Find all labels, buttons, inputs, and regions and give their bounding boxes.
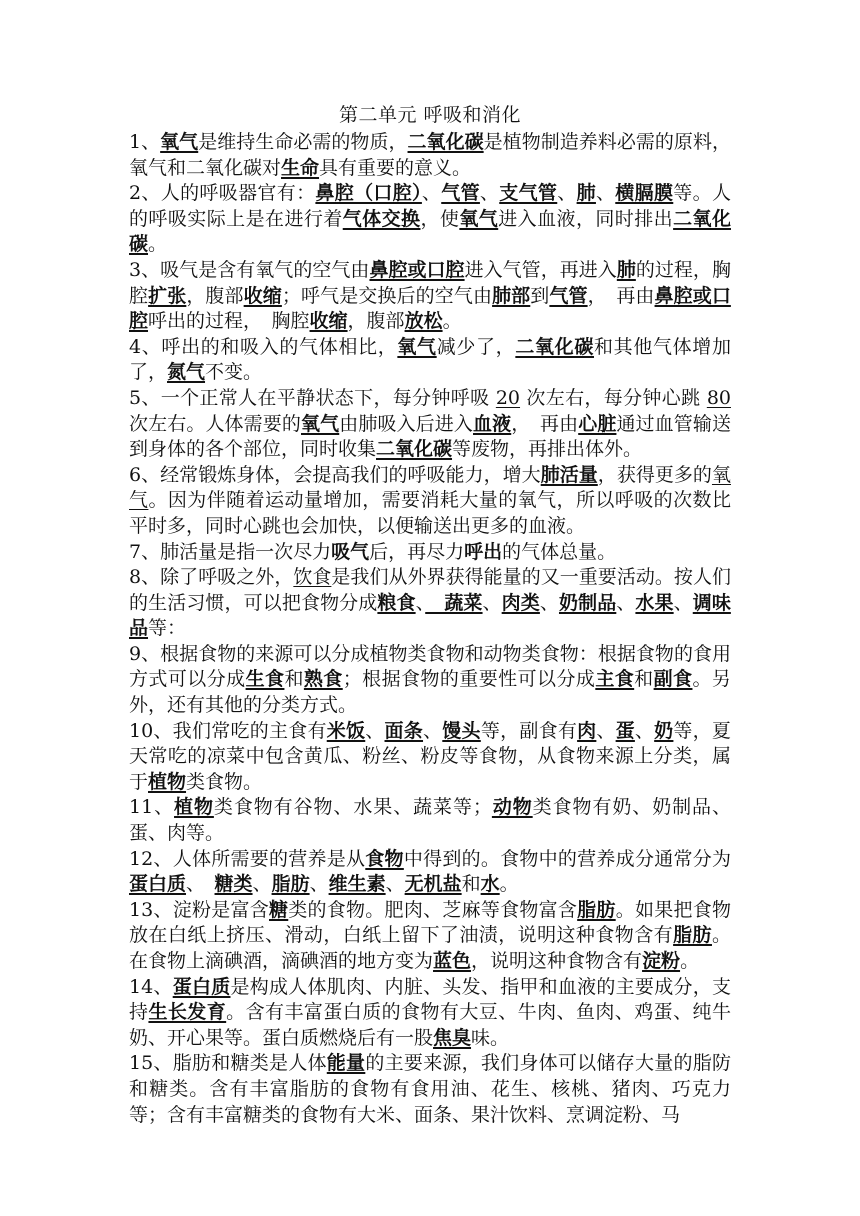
- text-run: 12、人体所需要的营养是从: [129, 847, 366, 870]
- text-run: 、: [479, 182, 500, 205]
- keyword: 奶制品: [558, 591, 617, 614]
- text-run: 、: [309, 873, 329, 896]
- keyword: 气体交换: [342, 207, 421, 230]
- keyword: 淀粉: [642, 950, 681, 972]
- keyword: 氮气: [167, 361, 206, 384]
- keyword: 生食: [245, 668, 285, 691]
- text-run: 5、一个正常人在平静状态下，每分钟呼吸: [129, 386, 496, 409]
- keyword: 副食: [653, 668, 693, 691]
- text-run: 不变。: [205, 361, 263, 384]
- keyword: 馒头: [442, 719, 481, 742]
- paragraph-2: [129, 181, 731, 258]
- text-run: 味。: [471, 1026, 510, 1049]
- keyword: 蛋白质: [129, 873, 187, 896]
- text-run: ；呼气是交换后的空气由: [281, 284, 493, 307]
- paragraph-12: [129, 847, 731, 898]
- text-run: 、: [539, 591, 559, 614]
- paragraph-9: [129, 642, 731, 719]
- text-run: 和: [634, 668, 654, 691]
- text-run: 6、经常锻炼身体，会提高我们的呼吸能力，增大: [129, 463, 541, 486]
- text-run: 、: [595, 182, 616, 205]
- keyword: 二氧化碳: [515, 335, 594, 358]
- keyword: 气管: [549, 284, 588, 307]
- text-run: 等：: [148, 617, 187, 640]
- keyword: 蓝色: [433, 950, 472, 972]
- text-run: 。: [680, 950, 700, 972]
- text-run: 到: [530, 284, 550, 307]
- text-run: 、: [415, 591, 426, 614]
- text-run: ，腹部: [347, 310, 405, 333]
- text-run: 、: [557, 182, 577, 205]
- text-run: 是植物制造养料必需的原料，氧气和二氧化碳对: [129, 131, 731, 179]
- keyword: 氧气: [129, 463, 731, 512]
- text-run: 是维持生命必需的物质，: [198, 131, 408, 153]
- keyword: 肉类: [501, 591, 540, 614]
- text-run: 。: [148, 233, 168, 256]
- document-page: [129, 100, 731, 1128]
- text-run: 具有重要的意义。: [319, 156, 472, 179]
- text-run: 中得到的。食物中的营养成分通常分为: [403, 847, 731, 870]
- text-run: 由肺吸入后进入: [339, 412, 474, 435]
- keyword: 氧气: [301, 412, 340, 435]
- text-run: 和其他气体增加了，: [129, 335, 731, 384]
- paragraph-3: [129, 258, 731, 335]
- keyword: 维生素: [328, 873, 386, 896]
- keyword: 肺部: [492, 284, 531, 307]
- text-run: 进入气管，再进入: [464, 258, 617, 281]
- keyword: 动物: [491, 796, 533, 819]
- keyword: 水果: [635, 591, 674, 614]
- text-run: 1、: [129, 131, 161, 153]
- text-run: ， 再由: [511, 412, 579, 435]
- keyword: 能量: [326, 1052, 366, 1075]
- paragraph-7: [129, 540, 731, 566]
- text-run: 7、肺活量是指一次尽力: [129, 540, 332, 563]
- keyword: 吸气: [331, 540, 370, 563]
- paragraph-11: [129, 795, 731, 846]
- text-run: 和: [461, 873, 481, 896]
- keyword: 鼻腔或口腔: [129, 284, 731, 333]
- text-run: 呼出的过程， 胸腔: [148, 310, 310, 333]
- paragraph-10: [129, 719, 731, 796]
- keyword: 肉: [577, 719, 597, 742]
- keyword: 食物: [365, 847, 404, 870]
- keyword: 主食: [595, 668, 635, 691]
- text-run: 、: [673, 591, 693, 614]
- keyword: 脂肪: [673, 924, 712, 947]
- keyword: 扩张: [148, 284, 187, 307]
- keyword: 生命: [281, 156, 320, 179]
- text-run: 、: [421, 182, 442, 205]
- keyword: 二氧化碳: [407, 131, 484, 153]
- text-run: 。: [442, 310, 462, 333]
- page-title: 第二单元 呼吸和消化: [338, 104, 522, 126]
- keyword: 生长发育: [148, 1001, 227, 1024]
- text-run: 、: [616, 591, 636, 614]
- document-body: [129, 130, 731, 1128]
- keyword: 面条: [384, 719, 424, 742]
- keyword: 调味品: [129, 591, 731, 640]
- keyword: 肺: [576, 182, 596, 205]
- keyword: 收缩: [309, 310, 348, 333]
- text-run: 类食物有奶、奶制品、蛋、肉等。: [129, 796, 731, 845]
- keyword: 奶: [654, 719, 674, 742]
- text-run: 的过程，胸腔: [129, 258, 731, 307]
- paragraph-6: [129, 463, 731, 540]
- text-run: ，使: [420, 207, 460, 230]
- keyword: 脂肪: [577, 898, 616, 921]
- text-run: 3、吸气是含有氧气的空气由: [129, 258, 370, 281]
- paragraph-8: [129, 565, 731, 642]
- text-run: 、: [186, 873, 215, 896]
- text-run: 等，副食有: [480, 719, 578, 742]
- text-run: 15、脂肪和糖类是人体: [129, 1052, 327, 1075]
- keyword: 鼻腔（口腔）: [315, 182, 422, 205]
- text-run: ，获得更多的: [597, 463, 712, 486]
- text-run: 。另外，还有其他的分类方式。: [129, 668, 731, 717]
- text-run: 。如果把食物放在白纸上挤压、滑动，白纸上留下了油渍，说明这种食物含有: [129, 898, 731, 947]
- text-run: 等废物，再排出体外。: [452, 438, 643, 461]
- text-run: 14、: [129, 975, 173, 998]
- keyword: 气管: [441, 182, 480, 205]
- keyword: 无机盐: [404, 873, 462, 896]
- text-run: 4、呼出的和吸入的气体相比，: [129, 335, 398, 358]
- text-run: ， 再由: [587, 284, 655, 307]
- text-run: 通过血管输送到身体的各个部位，同时收集: [129, 412, 731, 461]
- text-run: 、: [596, 719, 616, 742]
- keyword: 呼出: [464, 540, 503, 563]
- keyword: 氧气: [459, 207, 499, 230]
- text-run: 。在食物上滴碘酒，滴碘酒的地方变为: [129, 924, 731, 972]
- paragraph-1: [129, 130, 731, 181]
- keyword: 脂肪: [271, 873, 310, 896]
- paragraph-5: [129, 386, 731, 463]
- keyword: 收缩: [243, 284, 282, 307]
- keyword: 植物: [148, 770, 187, 793]
- text-run: 、: [634, 719, 655, 742]
- paragraph-13: [129, 898, 731, 975]
- text-run: 等，夏天常吃的凉菜中包含黄瓜、粉丝、粉皮等食物，从食物来源上分类，属于: [129, 719, 731, 793]
- keyword: 饮食: [293, 566, 332, 589]
- keyword: 二氧化碳: [376, 438, 453, 461]
- keyword: 鼻腔或口腔: [369, 258, 465, 281]
- keyword: 焦臭: [433, 1026, 472, 1049]
- text-run: ，腹部: [186, 284, 244, 307]
- keyword: 血液: [473, 412, 512, 435]
- text-run: 、: [385, 873, 405, 896]
- paragraph-4: [129, 335, 731, 386]
- text-run: 是构成人体肌肉、内脏、头发、指甲和血液的主要成分，支持: [129, 975, 731, 1024]
- text-run: 、: [482, 591, 502, 614]
- text-run: 、: [365, 719, 385, 742]
- paragraph-15: [129, 1051, 731, 1128]
- text-run: 11、: [129, 796, 175, 819]
- text-run: 、: [423, 719, 443, 742]
- keyword: 二氧化碳: [129, 207, 731, 256]
- keyword: 蔬菜: [425, 591, 483, 614]
- text-run: 9、根据食物的来源可以分成植物类食物和动物类食物：根据食物的食用方式可以分成: [129, 642, 731, 691]
- text-run: ；根据食物的重要性可以分成: [342, 668, 596, 691]
- keyword: 蛋白质: [172, 975, 231, 998]
- text-run: 等。人的呼吸实际上是在进行着: [129, 182, 731, 230]
- keyword: 水: [480, 873, 500, 896]
- text-run: 次左右。人体需要的: [129, 412, 301, 435]
- text-run: 13、淀粉是富含: [129, 898, 269, 921]
- keyword: 支气管: [499, 182, 558, 205]
- keyword: 横膈膜: [615, 182, 674, 205]
- text-run: 是我们从外界获得能量的又一重要活动。按人们的生活习惯，可以把食物分成: [129, 566, 731, 614]
- text-run: 的主要来源，我们身体可以储存大量的脂防和糖类。含有丰富脂肪的食物有食用油、花生、核桃、猪肉、巧克力等；含有丰富糖类的食物有大米、面条、果汁饮料、烹调淀粉、马: [129, 1052, 731, 1126]
- text-run: 和: [284, 668, 304, 691]
- text-run: 类食物有谷物、水果、蔬菜等；: [213, 796, 492, 819]
- keyword: 米饭: [326, 719, 366, 742]
- keyword: 肺活量: [540, 463, 598, 486]
- keyword: 糖: [269, 898, 289, 921]
- keyword: 20: [495, 386, 521, 409]
- text-run: 类的食物。肥肉、芝麻等食物富含: [288, 898, 578, 921]
- text-run: 。含有丰富蛋白质的食物有大豆、牛肉、鱼肉、鸡蛋、纯牛奶、开心果等。蛋白质燃烧后有一股: [129, 1001, 731, 1049]
- keyword: 肺: [616, 258, 636, 281]
- keyword: 放松: [404, 310, 443, 333]
- text-run: ，说明这种食物含有: [471, 950, 643, 972]
- keyword: 80: [706, 386, 731, 409]
- text-run: 。因为伴随着运动量增加，需要消耗大量的氧气，所以呼吸的次数比平时多，同时心跳也会加快，以便输送出更多的血液。: [129, 489, 731, 537]
- keyword: 氧气: [160, 131, 199, 153]
- keyword: 蛋: [615, 719, 635, 742]
- keyword: 氧气: [397, 335, 437, 358]
- text-run: 进入血液，同时排出: [498, 207, 674, 230]
- keyword: 糖类: [214, 873, 253, 896]
- keyword: 粮食: [377, 591, 416, 614]
- text-run: 。: [499, 873, 519, 896]
- text-run: 类食物。: [186, 770, 263, 793]
- keyword: 心脏: [578, 412, 617, 435]
- text-run: 减少了，: [436, 335, 516, 358]
- text-run: 次左右，每分钟心跳: [520, 386, 707, 409]
- text-run: 2、人的呼吸器官有：: [129, 182, 316, 205]
- paragraph-14: [129, 975, 731, 1052]
- text-run: 10、我们常吃的主食有: [129, 719, 327, 742]
- keyword: 植物: [174, 796, 214, 819]
- text-run: 8、除了呼吸之外，: [129, 566, 294, 589]
- text-run: 后，再尽力: [369, 540, 465, 563]
- text-run: 、: [252, 873, 272, 896]
- text-run: 的气体总量。: [502, 540, 617, 563]
- keyword: 熟食: [303, 668, 343, 691]
